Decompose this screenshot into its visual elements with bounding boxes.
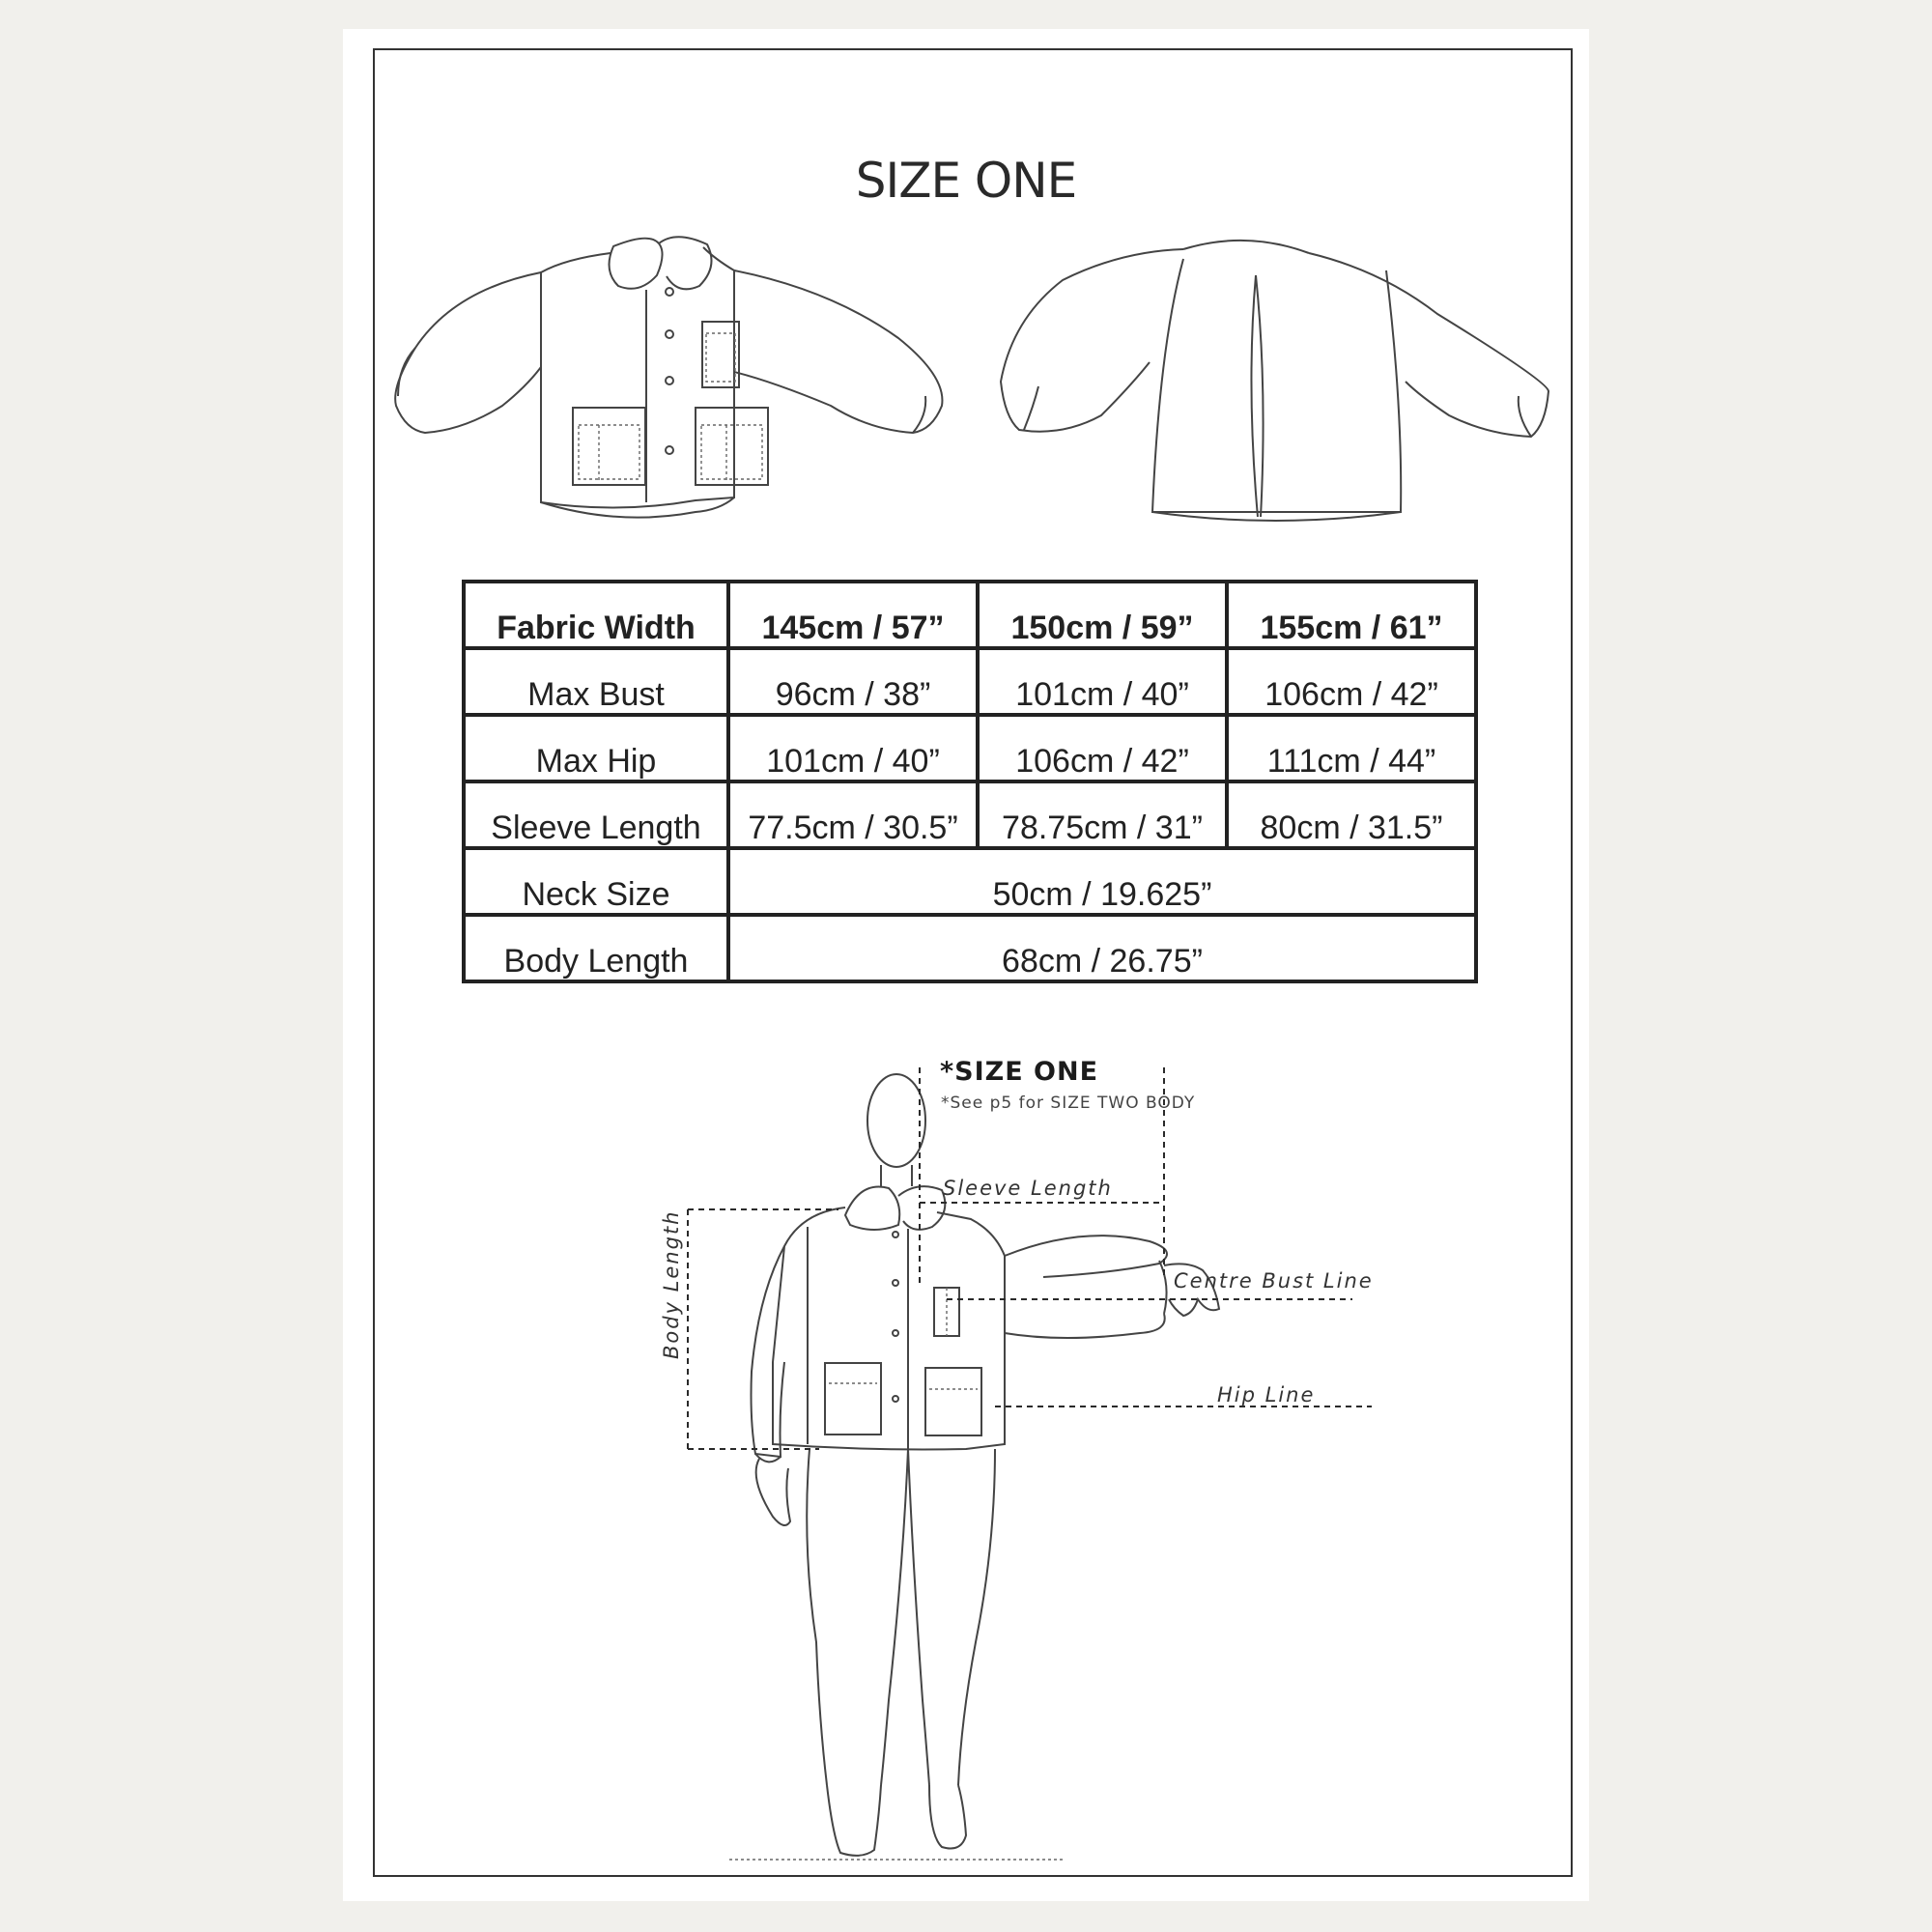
centre-bust-line-label: Centre Bust Line	[1174, 1269, 1374, 1293]
table-cell: 145cm / 57”	[728, 582, 978, 648]
row-label-max-hip: Max Hip	[464, 715, 728, 781]
row-label-fabric-width: Fabric Width	[464, 582, 728, 648]
table-cell: 78.75cm / 31”	[978, 781, 1227, 848]
table-row	[464, 582, 1476, 648]
table-cell: 77.5cm / 30.5”	[728, 781, 978, 848]
row-label-neck-size: Neck Size	[464, 848, 728, 915]
table-row	[464, 915, 1476, 981]
table-row	[464, 781, 1476, 848]
sleeve-length-label: Sleeve Length	[943, 1177, 1113, 1200]
table-row	[464, 648, 1476, 715]
size-chart-table	[462, 580, 1478, 983]
jacket-front-drawing	[395, 237, 942, 517]
table-cell: 68cm / 26.75”	[728, 915, 1476, 981]
table-cell: 150cm / 59”	[978, 582, 1227, 648]
hip-line-label: Hip Line	[1217, 1383, 1316, 1406]
table-cell: 155cm / 61”	[1227, 582, 1476, 648]
table-cell: 106cm / 42”	[1227, 648, 1476, 715]
table-row	[464, 715, 1476, 781]
table-cell: 96cm / 38”	[728, 648, 978, 715]
table-cell: 106cm / 42”	[978, 715, 1227, 781]
row-label-body-length: Body Length	[464, 915, 728, 981]
table-row	[464, 848, 1476, 915]
table-cell: 101cm / 40”	[978, 648, 1227, 715]
table-cell: 111cm / 44”	[1227, 715, 1476, 781]
size-note-title: *SIZE ONE	[940, 1057, 1099, 1087]
jacket-back-drawing	[1001, 241, 1548, 521]
row-label-max-bust: Max Bust	[464, 648, 728, 715]
table-cell: 101cm / 40”	[728, 715, 978, 781]
table-cell: 80cm / 31.5”	[1227, 781, 1476, 848]
row-label-sleeve-length: Sleeve Length	[464, 781, 728, 848]
table-cell: 50cm / 19.625”	[728, 848, 1476, 915]
body-length-label: Body Length	[660, 1209, 683, 1359]
page-title: SIZE ONE	[855, 153, 1077, 209]
size-note-subtitle: *See p5 for SIZE TWO BODY	[941, 1094, 1196, 1113]
